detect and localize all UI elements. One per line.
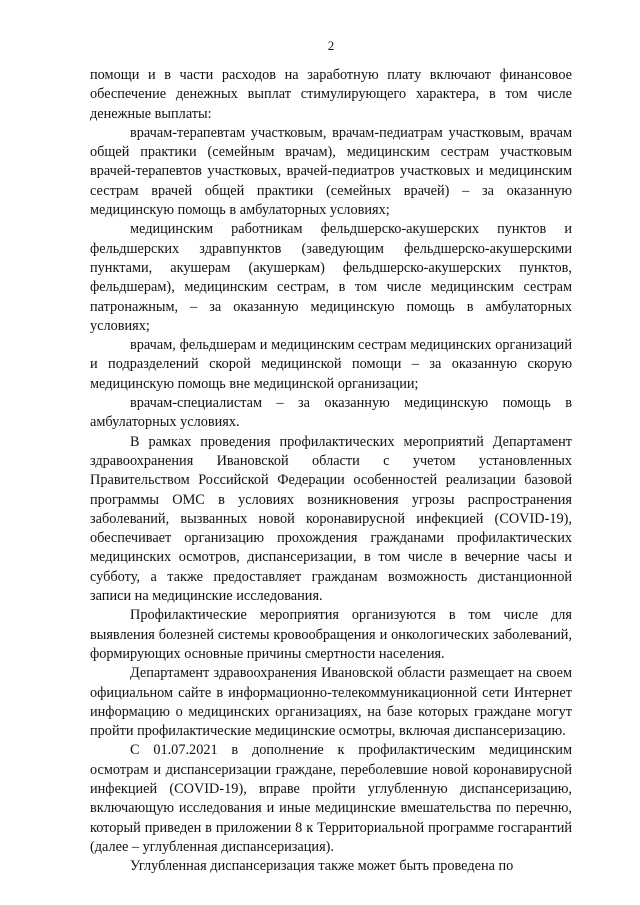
page-number: 2 [327, 38, 335, 53]
paragraph-emergency-care: врачам, фельдшерам и медицинским сестрам медицинских организаций и подразделений скорой медицинской помощи – за оказанную скорую медицинскую помощь вне медицинской организации; [90, 337, 572, 392]
paragraph-district-physicians: врачам-терапевтам участковым, врачам-педиатрам участковым, врачам общей практики (семейным врачам), медицинским сестрам участковым врачей-терапевтов участковых, врачей-педиатров участковых и медицинским сестрам врачей общей практики (семейных врачей) – за оказанную медицинскую помощь в амбулаторных условиях; [90, 124, 572, 219]
paragraph-continuation: помощи и в части расходов на заработную плату включают финансовое обеспечение денежных выплат стимулирующего характера, в том числе денежные выплаты: [90, 67, 572, 122]
paragraph-specialists: врачам-специалистам – за оказанную медицинскую помощь в амбулаторных условиях. [90, 395, 572, 431]
paragraph-preventive-purpose: Профилактические мероприятия организуются в том числе для выявления болезней системы кровообращения и онкологических заболеваний, формирующих основные причины смертности населения. [90, 607, 572, 662]
document-body [90, 66, 572, 876]
paragraph-preventive-measures: В рамках проведения профилактических мероприятий Департамент здравоохранения Ивановской области с учетом установленных Правительством Российской Федерации особенностей реализации базовой программы ОМС в условиях возникновения угрозы распространения заболеваний, вызванных новой коронавирусной инфекцией (COVID-19), обеспечивает организацию прохождения гражданами профилактических медицинских осмотров, диспансеризации, в том числе в вечерние часы и субботу, а также предоставляет гражданам возможность дистанционной записи на медицинские исследования. [90, 433, 572, 605]
paragraph-feldsher-stations: медицинским работникам фельдшерско-акушерских пунктов и фельдшерских здравпунктов (заведующим фельдшерско-акушерскими пунктами, акушерам (акушеркам) фельдшерско-акушерских пунктов, фельдшерам), медицинским сестрам, в том числе медицинским сестрам патронажным, – за оказанную медицинскую помощь в амбулаторных условиях; [90, 221, 572, 334]
paragraph-in-depth-screening: С 01.07.2021 в дополнение к профилактическим медицинским осмотрам и диспансеризации граждане, переболевшие новой коронавирусной инфекцией (COVID-19), вправе пройти углубленную диспансеризацию, включающую исследования и иные медицинские вмешательства по перечню, который приведен в приложении 8 к Территориальной программе госгарантий (далее – углубленная диспансеризация). [90, 742, 572, 855]
paragraph-website-info: Департамент здравоохранения Ивановской области размещает на своем официальном сайте в информационно-телекоммуникационной сети Интернет информацию о медицинских организациях, на базе которых граждане могут пройти профилактические медицинские осмотры, включая диспансеризацию. [90, 665, 572, 740]
paragraph-in-depth-screening-continued: Углубленная диспансеризация также может быть проведена по [130, 858, 514, 875]
